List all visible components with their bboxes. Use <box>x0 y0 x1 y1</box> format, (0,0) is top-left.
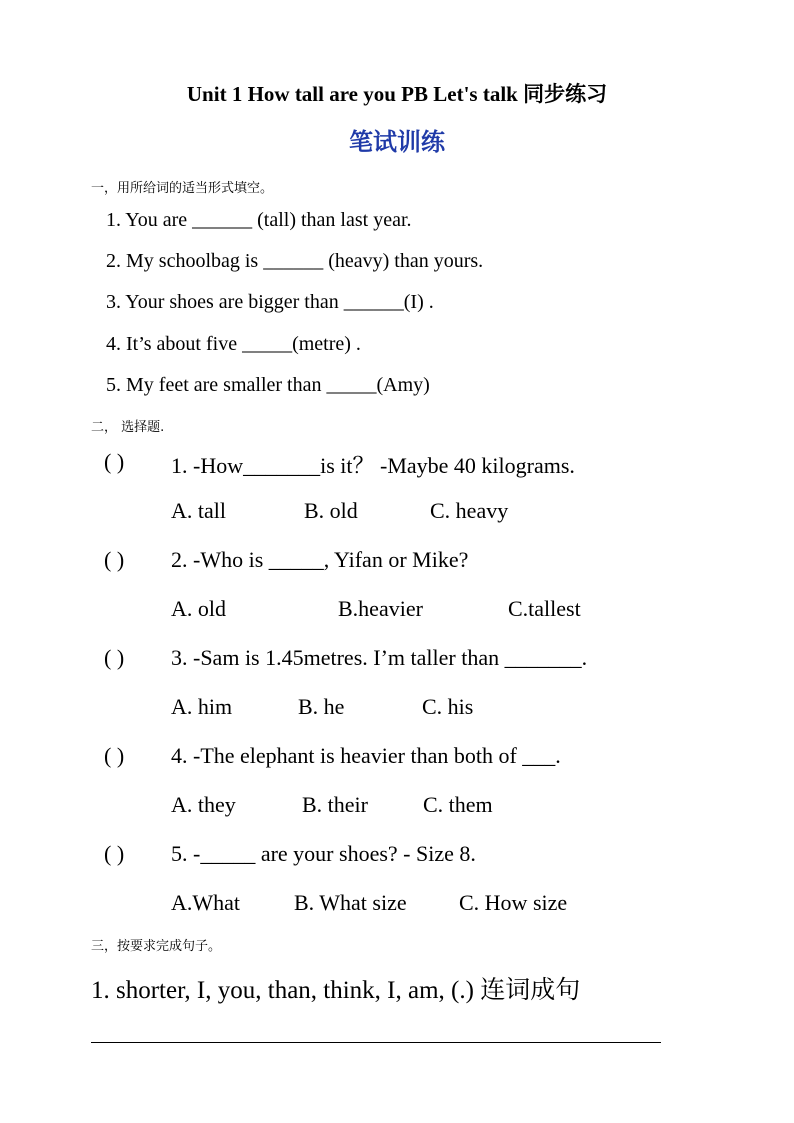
fill-item-2: 2. My schoolbag is ______ (heavy) than yours. <box>106 250 484 272</box>
q5-option-c: C. How size <box>459 890 568 915</box>
q2-option-c: C.tallest <box>508 596 581 621</box>
question-3: 3. -Sam is 1.45metres. I’m taller than _______. <box>171 645 588 670</box>
q5-option-a: A.What <box>171 890 241 915</box>
q4-option-c: C. them <box>423 792 493 817</box>
answer-paren: ( ) <box>104 743 125 768</box>
question-1: 1. -How_______is it？ -Maybe 40 kilograms. <box>171 453 575 478</box>
answer-paren: ( ) <box>104 645 125 670</box>
q4-option-b: B. their <box>302 792 368 817</box>
q3-option-a: A. him <box>171 694 233 719</box>
sentence-item-1: 1. shorter, I, you, than, think, I, am, (.) 连词成句 <box>91 977 581 1004</box>
section2-heading: 二， 选择题. <box>91 420 165 435</box>
fill-item-4: 4. It’s about five _____(metre) . <box>106 333 361 355</box>
fill-item-3: 3. Your shoes are bigger than ______(I) . <box>106 291 434 313</box>
answer-paren: ( ) <box>104 449 125 474</box>
q3-option-b: B. he <box>298 694 345 719</box>
q4-option-a: A. they <box>171 792 236 817</box>
fill-item-1: 1. You are ______ (tall) than last year. <box>106 209 412 231</box>
page-subtitle: 笔试训练 <box>349 128 445 156</box>
page-title: Unit 1 How tall are you PB Let's talk 同步练习 <box>186 82 608 106</box>
question-4: 4. -The elephant is heavier than both of ___. <box>171 743 561 768</box>
q2-option-a: A. old <box>171 596 226 621</box>
question-2: 2. -Who is _____, Yifan or Mike? <box>171 547 469 572</box>
fill-item-5: 5. My feet are smaller than _____(Amy) <box>106 374 430 396</box>
q1-option-a: A. tall <box>171 498 226 523</box>
answer-paren: ( ) <box>104 547 125 572</box>
section1-heading: 一，用所给词的适当形式填空。 <box>91 181 274 196</box>
question-5: 5. -_____ are your shoes? - Size 8. <box>171 841 476 866</box>
q5-option-b: B. What size <box>294 890 407 915</box>
answer-paren: ( ) <box>104 841 125 866</box>
section3-heading: 三，按要求完成句子。 <box>91 939 222 954</box>
q1-option-b: B. old <box>304 498 358 523</box>
q2-option-b: B.heavier <box>338 596 423 621</box>
q1-option-c: C. heavy <box>430 498 509 523</box>
answer-line <box>91 1042 661 1043</box>
q3-option-c: C. his <box>422 694 474 719</box>
